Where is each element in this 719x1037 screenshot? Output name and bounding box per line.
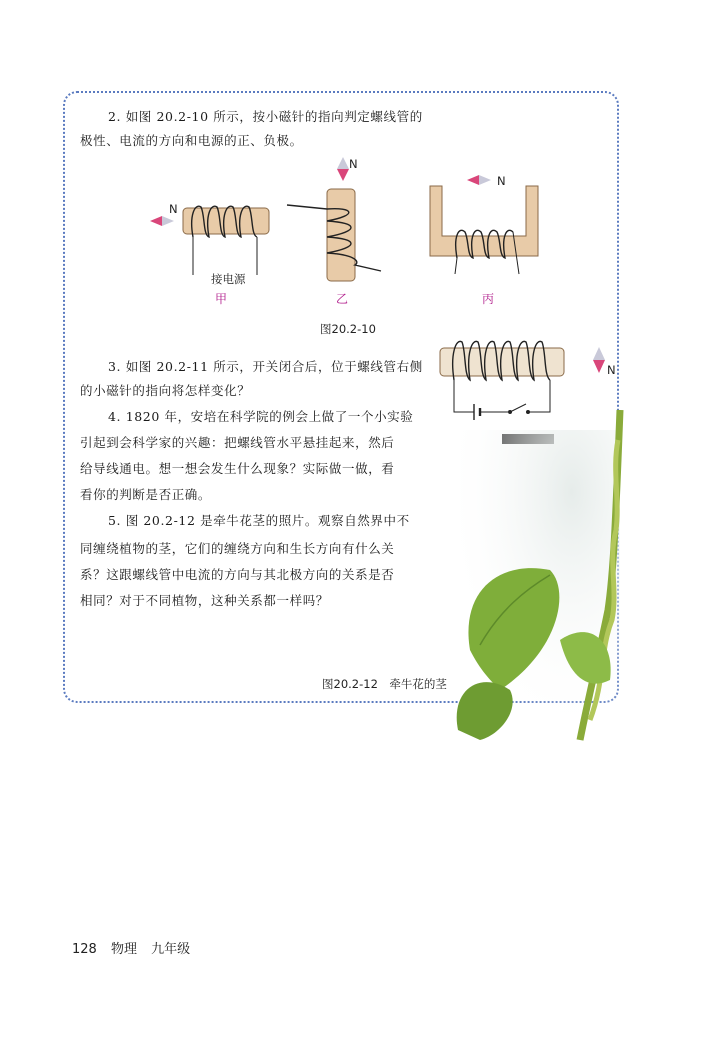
question-3-line-2: 的小磁针的指向将怎样变化？ [80,383,251,398]
label-jia: 甲 [215,292,228,306]
question-5-line-3: 系？这跟螺线管中电流的方向与其北极方向的关系是否 [80,567,395,582]
question-2-line-2: 极性、电流的方向和电源的正、负极。 [80,133,303,148]
question-3-line-1: 3. 如图 20.2-11 所示，开关闭合后，位于螺线管右侧 [108,359,423,374]
needle-n-label-yi: N [349,157,358,171]
morning-glory-stem-photo [440,390,620,740]
figure-20-2-10-caption: 图20.2-10 [320,322,376,336]
question-5-line-4: 相同？对于不同植物，这种关系都一样吗？ [80,593,329,608]
label-bing: 丙 [482,292,495,306]
question-4-line-1: 4. 1820 年，安培在科学院的例会上做了一个小实验 [108,409,414,424]
question-2-line-1: 2. 如图 20.2-10 所示，按小磁针的指向判定螺线管的 [108,109,423,124]
subject-label: 物理 [110,942,137,957]
question-4-line-2: 引起到会科学家的兴趣：把螺线管水平悬挂起来，然后 [80,435,395,450]
power-label: 接电源 [211,272,246,286]
question-5-line-1: 5. 图 20.2-12 是牵牛花茎的照片。观察自然界中不 [108,513,410,528]
figure-bing-u-magnet [425,170,545,280]
figure-20-2-12-caption: 图20.2-12 牵牛花的茎 [322,677,447,691]
page-number: 128 [72,942,97,957]
question-4-line-4: 看你的判断是否正确。 [80,487,212,502]
grade-label: 九年级 [151,942,191,957]
needle-n-label-11: N [607,363,616,377]
label-yi: 乙 [336,292,349,306]
needle-n-label-bing: N [497,174,506,188]
page-footer [72,938,200,957]
needle-n-label-jia: N [169,202,178,216]
question-5-line-2: 同缠绕植物的茎，它们的缠绕方向和生长方向有什么关 [80,541,395,556]
figure-yi-solenoid [283,155,393,285]
question-4-line-3: 给导线通电。想一想会发生什么现象？实际做一做，看 [80,461,395,476]
